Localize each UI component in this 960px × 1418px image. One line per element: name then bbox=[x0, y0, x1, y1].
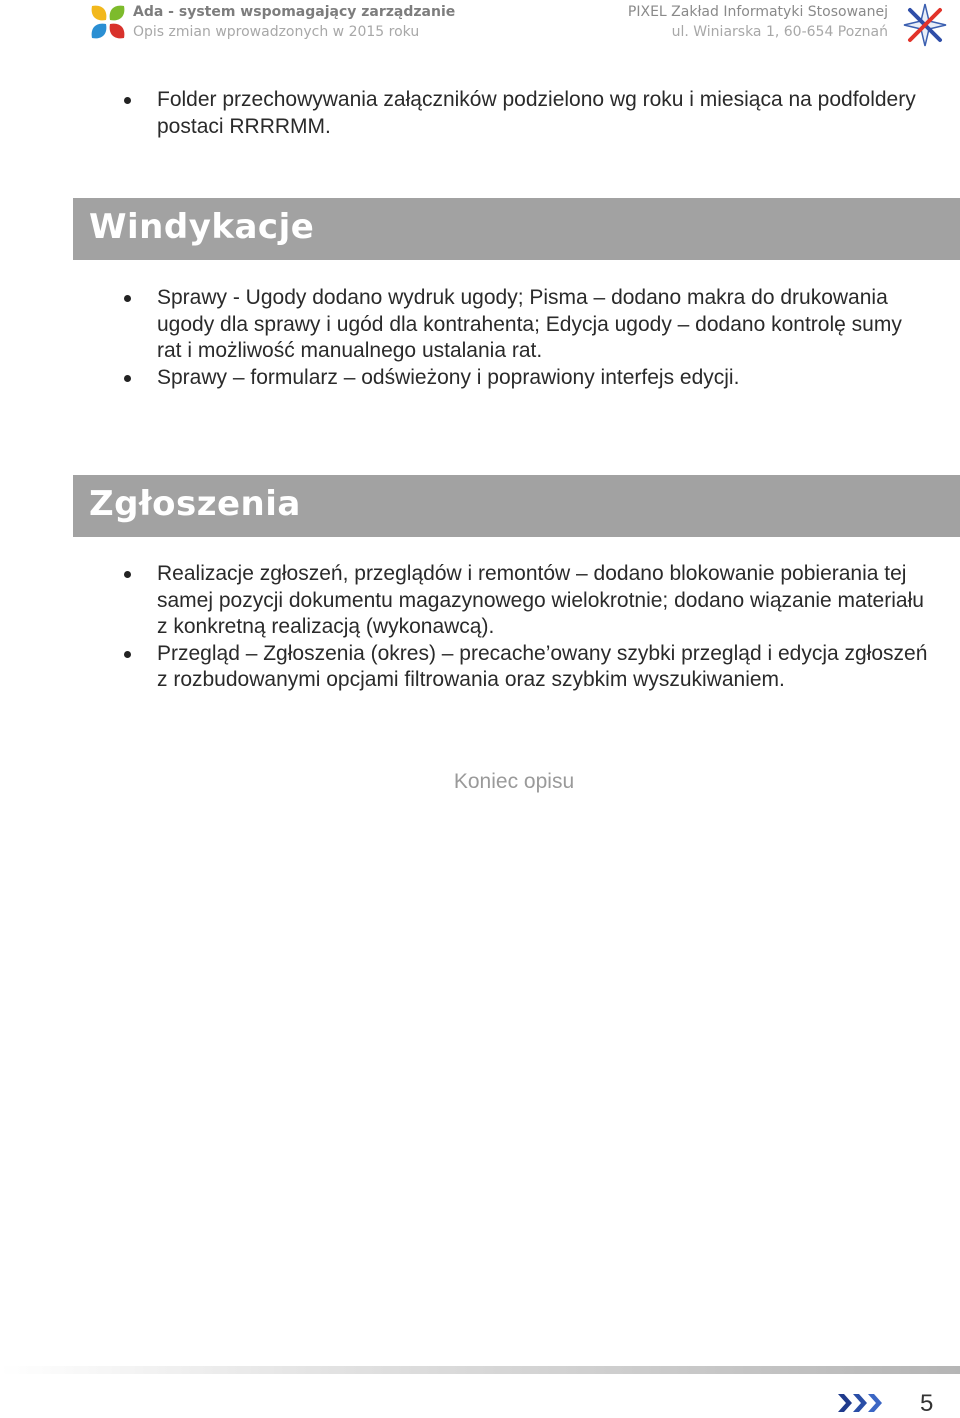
list-item-text: Realizacje zgłoszeń, przeglądów i remontów – dodano blokowanie pobierania tej samej pozycji dokumentu magazynowego wielokrotnie; dodano wiązanie materiału z konkretną realizacją (wykonawcą). bbox=[157, 562, 924, 638]
footer-divider bbox=[0, 1366, 960, 1374]
list-item-text: Sprawy – formularz – odświeżony i poprawiony interfejs edycji. bbox=[157, 365, 740, 389]
list-item bbox=[0, 641, 960, 694]
end-note: Koniec opisu bbox=[453, 770, 575, 793]
page-header bbox=[0, 0, 960, 48]
header-left-text bbox=[133, 2, 455, 42]
section-title: Windykacje bbox=[89, 207, 315, 247]
bullet-icon bbox=[124, 375, 131, 382]
bullet-icon bbox=[124, 651, 131, 658]
section-header-zgloszenia bbox=[73, 475, 960, 537]
bullet-icon bbox=[124, 295, 131, 302]
bullet-icon bbox=[124, 571, 131, 578]
company-name: PIXEL Zakład Informatyki Stosowanej bbox=[627, 4, 888, 20]
list-item bbox=[0, 561, 960, 641]
triple-chevron-icon bbox=[838, 1392, 884, 1414]
windykacje-list bbox=[0, 285, 960, 391]
company-address: ul. Winiarska 1, 60-654 Poznań bbox=[671, 24, 888, 40]
document-subtitle: Opis zmian wprowadzonych w 2015 roku bbox=[133, 24, 420, 40]
list-item bbox=[0, 285, 960, 365]
header-right-text bbox=[628, 2, 888, 42]
list-item-text: Sprawy - Ugody dodano wydruk ugody; Pisma – dodano makra do drukowania ugody dla sprawy i ugód dla kontrahenta; Edycja ugody – dodano kontrolę sumy rat i możliwość manualnego ustalania rat. bbox=[157, 286, 902, 362]
bullet-icon bbox=[124, 97, 131, 104]
list-item bbox=[0, 87, 960, 140]
zgloszenia-list bbox=[0, 561, 960, 694]
intro-list bbox=[0, 87, 960, 140]
document-system-title: Ada - system wspomagający zarządzanie bbox=[133, 4, 456, 20]
section-title: Zgłoszenia bbox=[89, 484, 301, 524]
list-item-text: Przegląd – Zgłoszenia (okres) – precache’owany szybki przegląd i edycja zgłoszeń z rozbudowanymi opcjami filtrowania oraz szybkim wyszukiwaniem. bbox=[157, 641, 928, 691]
list-item bbox=[0, 365, 960, 392]
pixel-star-logo bbox=[902, 2, 948, 48]
list-item-text: Folder przechowywania załączników podzielono wg roku i miesiąca na podfoldery postaci RRRRMM. bbox=[157, 88, 916, 138]
section-header-windykacje bbox=[73, 198, 960, 260]
colorful-leaves-logo bbox=[88, 2, 128, 42]
page-number: 5 bbox=[920, 1390, 934, 1417]
